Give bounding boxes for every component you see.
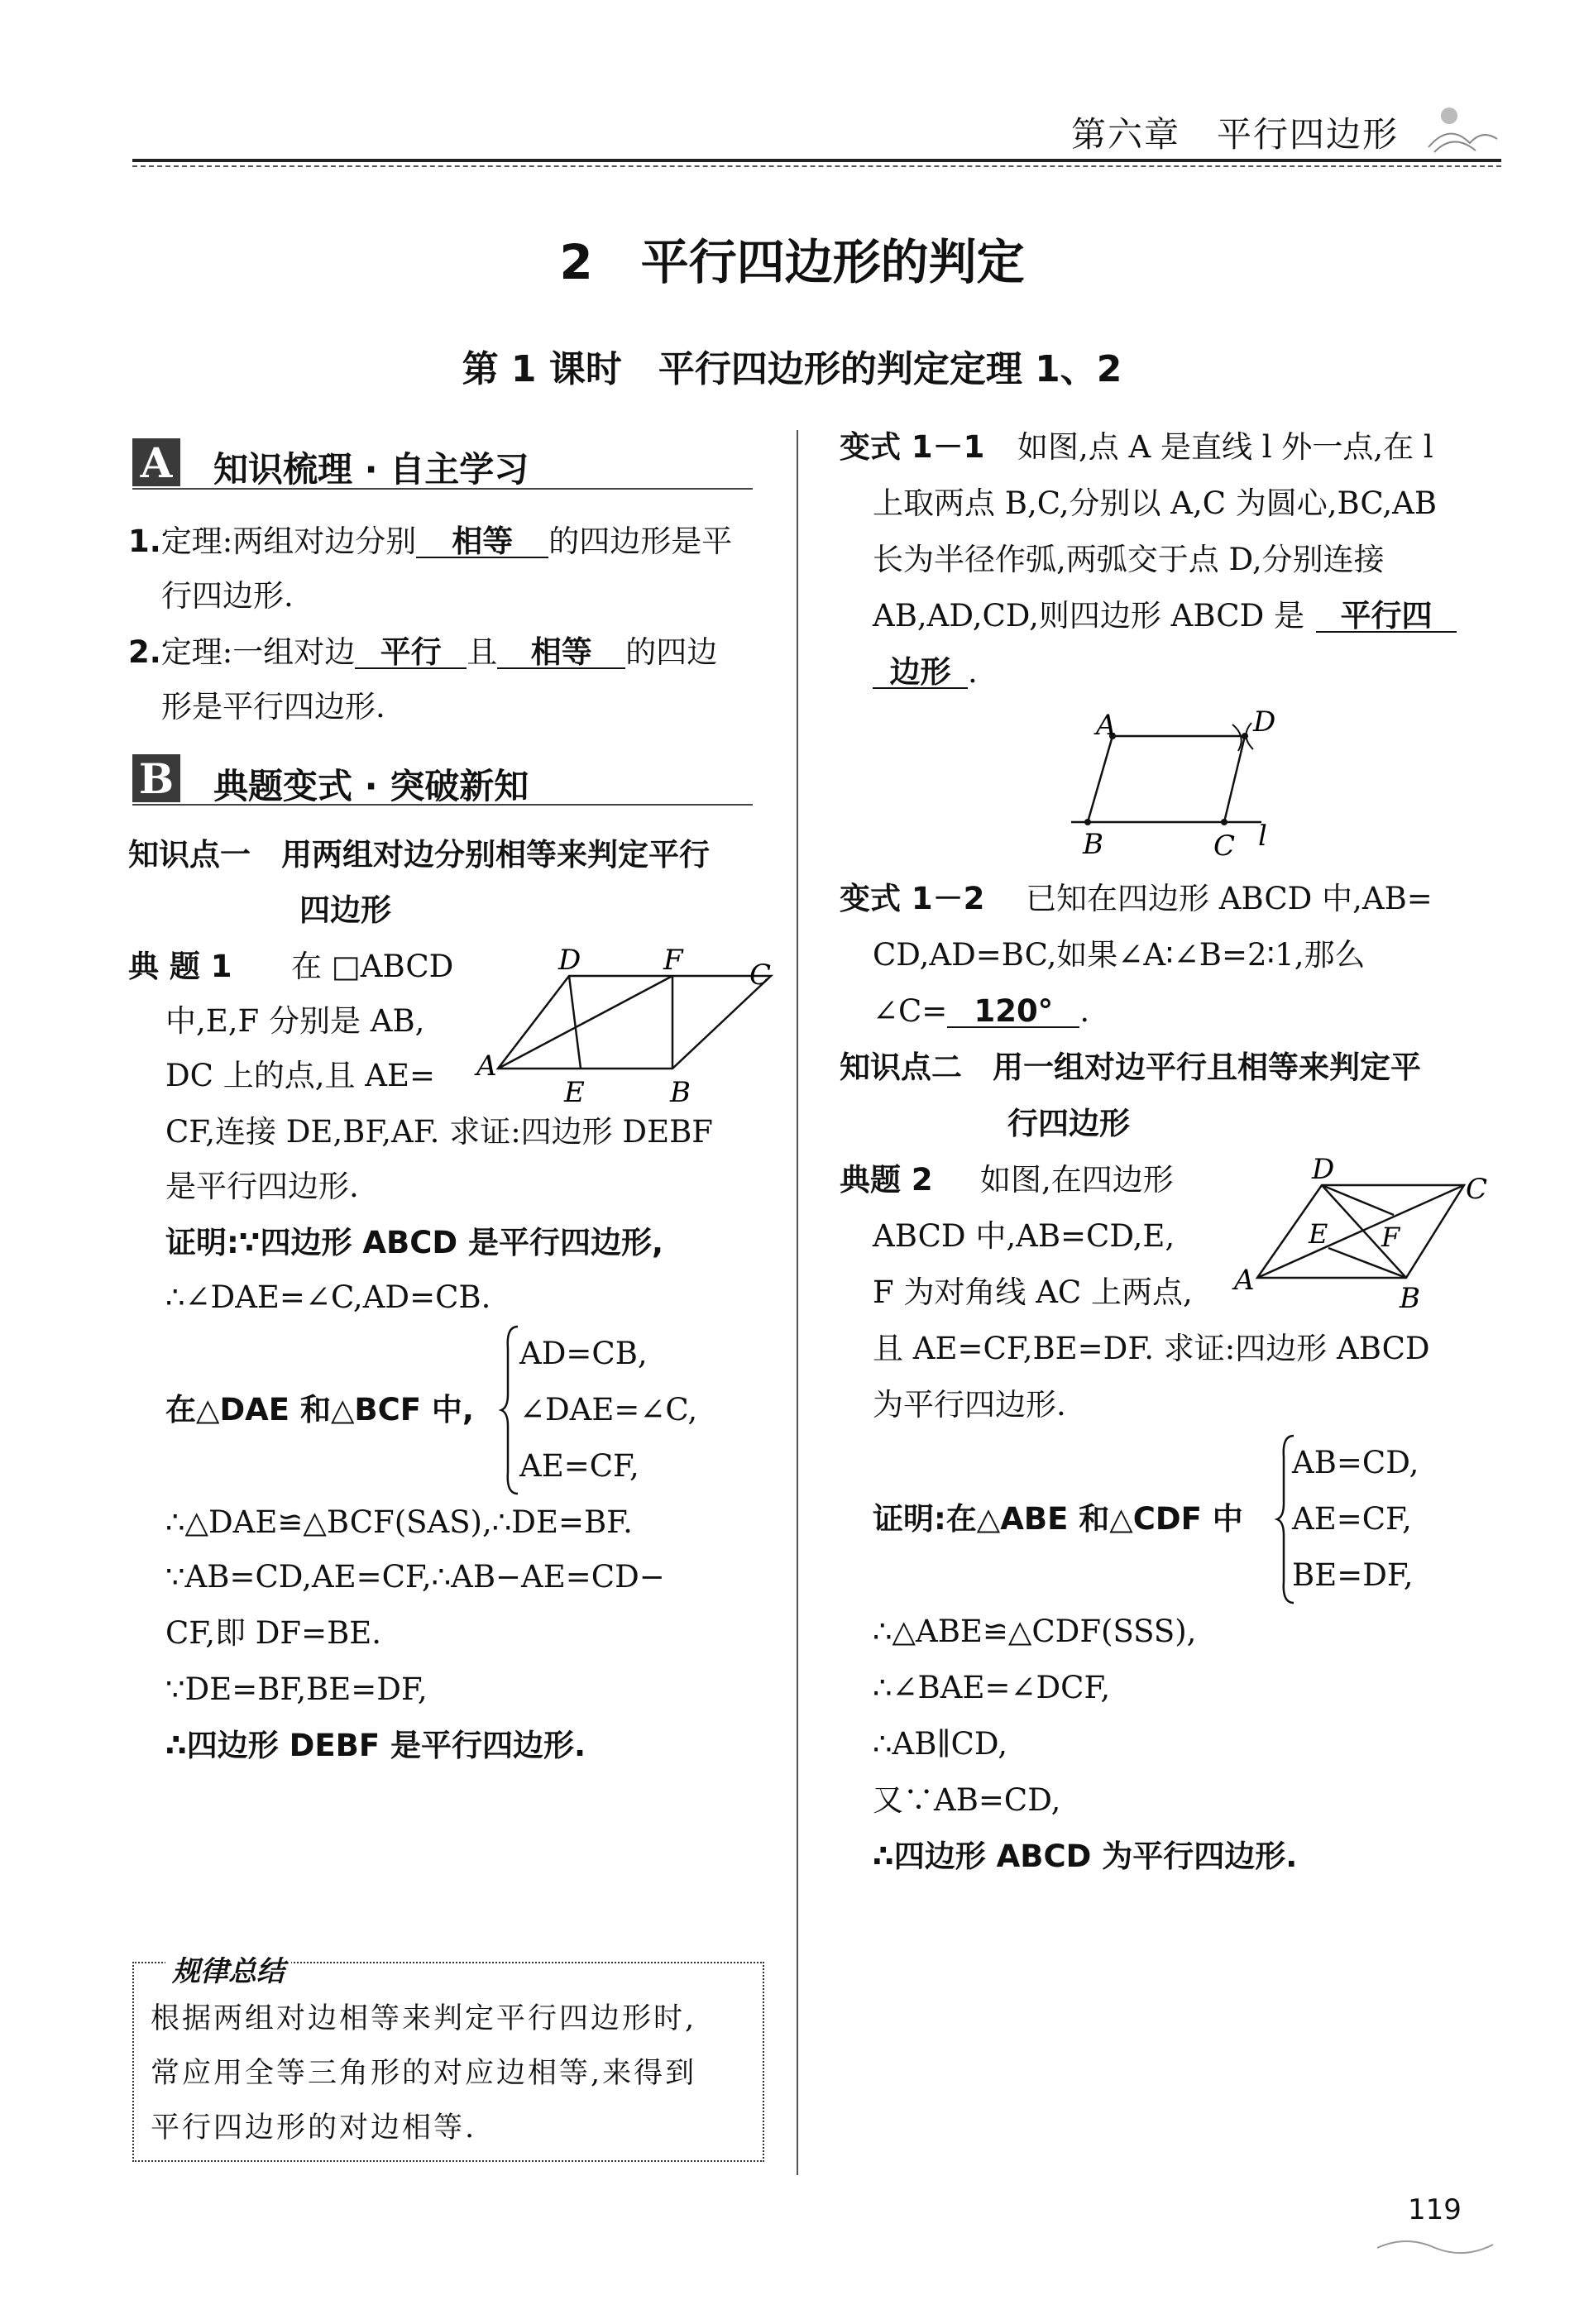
variant-1-1-text: 上取两点 B,C,分别以 A,C 为圆心,BC,AB	[873, 485, 1438, 521]
ex1-proof-line: ∵DE=BF,BE=DF,	[165, 1671, 428, 1707]
variant-1-1-text: 长为半径作弧,两弧交于点 D,分别连接	[873, 542, 1385, 577]
example-1-text: CF,连接 DE,BF,AF. 求证:四边形 DEBF	[165, 1114, 713, 1150]
ex2-proof-line: ∴△ABE≌△CDF(SSS),	[873, 1614, 1197, 1649]
fig3-label-e: E	[1309, 1218, 1328, 1250]
fig3-label-a: A	[1234, 1264, 1255, 1297]
fig1-label-e: E	[564, 1076, 585, 1109]
example-1-text: 是平行四边形.	[165, 1169, 359, 1204]
summary-text: 常应用全等三角形的对应边相等,来得到	[151, 2057, 697, 2090]
chapter-header: 第六章 平行四边形	[1071, 114, 1400, 155]
fig1-label-c: C	[749, 959, 772, 992]
variant-1-1-label: 变式 1－1	[840, 429, 985, 465]
knowledge-point-2-line2: 行四边形	[1007, 1106, 1130, 1141]
theorem-1: 1.定理:两组对边分别 相等 的四边形是平	[128, 524, 733, 559]
variant-1-2-text: 已知在四边形 ABCD 中,AB=	[1026, 881, 1433, 916]
ex2-proof-line: 又∵AB=CD,	[873, 1782, 1061, 1818]
fig1-label-b: B	[670, 1076, 691, 1109]
page-number: 119	[1408, 2193, 1462, 2226]
example-2-figure	[1224, 1154, 1497, 1319]
variant-1-2-label: 变式 1－2	[840, 881, 985, 916]
ex2-brace-item: BE=DF,	[1292, 1557, 1414, 1593]
ex1-brace-item: ∠DAE=∠C,	[519, 1392, 698, 1427]
fig2-label-l: l	[1258, 820, 1267, 853]
fig3-label-b: B	[1400, 1282, 1420, 1315]
variant-1-2-answer: ∠C= 120° .	[873, 993, 1090, 1029]
example-1-text: 在 □ABCD	[291, 949, 454, 984]
ex1-proof-line: CF,即 DF=BE.	[165, 1615, 382, 1651]
ex2-brace-item: AB=CD,	[1292, 1445, 1419, 1480]
example-2-text: 如图,在四边形	[980, 1162, 1174, 1198]
ex2-proof-line: ∴AB∥CD,	[873, 1726, 1007, 1762]
ex2-proof-line: ∴∠BAE=∠DCF,	[873, 1670, 1111, 1705]
example-2-text: ABCD 中,AB=CD,E,	[873, 1218, 1175, 1254]
example-1-figure	[476, 943, 778, 1109]
ex1-proof-line: 证明:∵四边形 ABCD 是平行四边形,	[165, 1225, 664, 1260]
example-1-text: DC 上的点,且 AE=	[165, 1058, 435, 1093]
theorem-2: 2.定理:一组对边 平行 且 相等 的四边	[128, 634, 718, 670]
theorem-1-line2: 行四边形.	[161, 578, 294, 614]
summary-heading: 规律总结	[165, 1949, 291, 1989]
fig3-label-c: C	[1466, 1173, 1488, 1206]
section-b-title: 典题变式 · 突破新知	[213, 766, 529, 806]
header-ornament-icon	[1424, 98, 1499, 155]
fig1-label-f: F	[663, 944, 683, 977]
footer-ornament-icon	[1373, 2233, 1497, 2258]
ex1-proof-line: ∴∠DAE=∠C,AD=CB.	[165, 1279, 491, 1315]
lesson-title: 第 1 课时 平行四边形的判定定理 1、2	[462, 348, 1122, 390]
example-2-text: 且 AE=CF,BE=DF. 求证:四边形 ABCD	[873, 1331, 1430, 1366]
ex1-proof-line: ∵AB=CD,AE=CF,∴AB−AE=CD−	[165, 1559, 665, 1595]
example-1-label: 典 题 1	[128, 949, 232, 984]
ex2-triangle-label: 证明:在△ABE 和△CDF 中	[873, 1501, 1243, 1537]
header-rule	[132, 159, 1501, 162]
theorem-2-line2: 形是平行四边形.	[161, 689, 385, 724]
variant-1-1-text: 如图,点 A 是直线 l 外一点,在 l	[1017, 429, 1433, 465]
knowledge-point-2: 知识点二 用一组对边平行且相等来判定平	[840, 1050, 1421, 1085]
header-rule-dashed	[132, 165, 1501, 167]
fig3-label-f: F	[1381, 1222, 1400, 1253]
fig2-label-d: D	[1253, 705, 1276, 739]
fig1-label-a: A	[476, 1050, 497, 1083]
example-2-label: 典题 2	[840, 1162, 933, 1198]
example-1-text: 中,E,F 分别是 AB,	[165, 1003, 425, 1039]
fig1-label-d: D	[558, 944, 581, 977]
example-2-text: 为平行四边形.	[873, 1387, 1066, 1423]
variant-1-1-figure	[1063, 703, 1303, 863]
ex1-triangle-label: 在△DAE 和△BCF 中,	[165, 1392, 474, 1427]
column-divider	[797, 430, 798, 2175]
page-title: 2 平行四边形的判定	[559, 234, 1025, 290]
section-b-rule	[132, 804, 753, 806]
example-2-text: F 为对角线 AC 上两点,	[873, 1274, 1193, 1310]
variant-1-1-text: AB,AD,CD,则四边形 ABCD 是 平行四	[873, 600, 1457, 633]
ex2-brace-item: AE=CF,	[1292, 1501, 1412, 1537]
ex1-proof-line: ∴△DAE≌△BCF(SAS),∴DE=BF.	[165, 1504, 633, 1540]
ex1-brace-item: AD=CB,	[519, 1336, 648, 1371]
knowledge-point-1-line2: 四边形	[299, 892, 391, 928]
fig2-label-a: A	[1096, 709, 1117, 742]
ex1-proof-line: ∴四边形 DEBF 是平行四边形.	[165, 1728, 586, 1763]
ex2-proof-line: ∴四边形 ABCD 为平行四边形.	[873, 1839, 1298, 1874]
fig3-label-d: D	[1312, 1153, 1335, 1186]
fig2-label-b: B	[1083, 828, 1103, 861]
section-a-rule	[132, 488, 753, 490]
summary-text: 根据两组对边相等来判定平行四边形时,	[151, 2002, 697, 2035]
variant-1-1-answer: 边形 .	[873, 657, 978, 689]
section-a-title: 知识梳理 · 自主学习	[213, 449, 529, 490]
ex1-brace-item: AE=CF,	[519, 1448, 639, 1484]
section-b-badge: B	[132, 754, 180, 802]
summary-text: 平行四边形的对边相等.	[151, 2111, 477, 2145]
ex1-brace-icon	[500, 1323, 521, 1497]
fig2-label-c: C	[1213, 830, 1236, 863]
knowledge-point-1: 知识点一 用两组对边分别相等来判定平行	[128, 837, 710, 873]
section-a-badge: A	[132, 438, 180, 486]
variant-1-2-text: CD,AD=BC,如果∠A∶∠B=2∶1,那么	[873, 937, 1366, 973]
